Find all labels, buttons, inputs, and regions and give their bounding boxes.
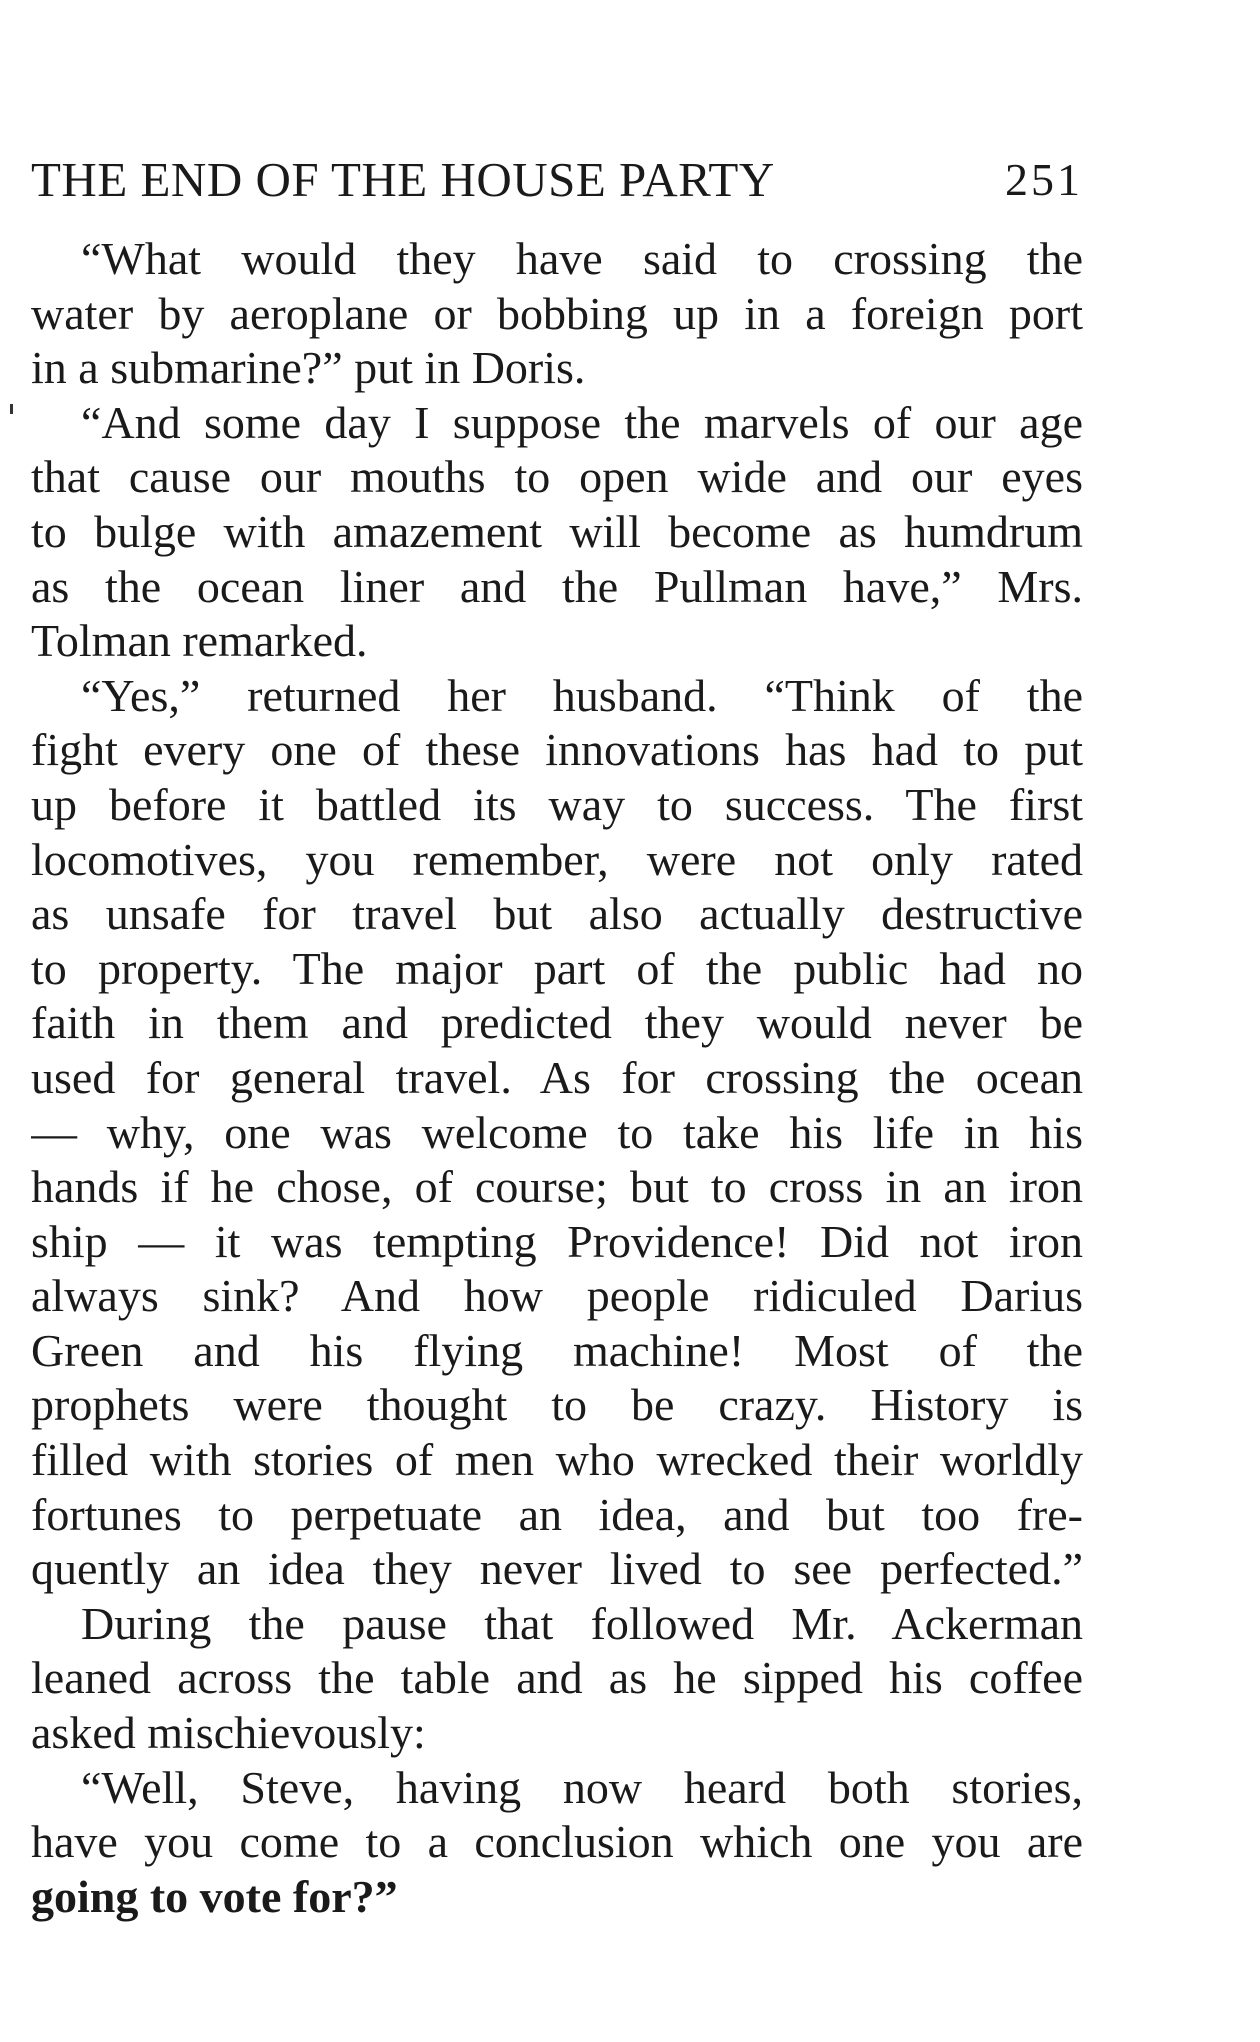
text-line: faith in them and predicted they would never be	[31, 997, 1083, 1049]
page-number: 251	[1005, 154, 1083, 205]
text-line: During the pause that followed Mr. Ackerman	[81, 1597, 1083, 1649]
text-line: to property. The major part of the public had no	[31, 942, 1083, 994]
text-line: “And some day I suppose the marvels of our age	[81, 396, 1083, 448]
text-line: that cause our mouths to open wide and our eyes	[31, 451, 1083, 503]
text-line: as the ocean liner and the Pullman have,” Mrs.	[31, 560, 1083, 612]
text-line: used for general travel. As for crossing the ocean	[31, 1051, 1083, 1103]
text-line: filled with stories of men who wrecked their worldly	[31, 1434, 1083, 1486]
text-line: always sink? And how people ridiculed Darius	[31, 1270, 1083, 1322]
text-line: asked mischievously:	[31, 1707, 426, 1759]
chapter-title: THE END OF THE HOUSE PARTY	[31, 152, 775, 207]
text-line: going to vote for?”	[31, 1870, 398, 1922]
text-line: locomotives, you remember, were not only rated	[31, 833, 1083, 885]
text-line: to bulge with amazement will become as humdrum	[31, 505, 1083, 557]
text-line: in a submarine?” put in Doris.	[31, 342, 586, 394]
text-line: Tolman remarked.	[31, 615, 368, 667]
text-line: “Well, Steve, having now heard both stories,	[81, 1761, 1083, 1813]
print-speck	[10, 404, 13, 414]
body-text	[31, 232, 1083, 1924]
text-line: water by aeroplane or bobbing up in a foreign port	[31, 287, 1083, 339]
text-line: ship — it was tempting Providence! Did not iron	[31, 1215, 1083, 1267]
text-line: prophets were thought to be crazy. History is	[31, 1379, 1083, 1431]
running-head	[31, 150, 1083, 210]
text-line: “What would they have said to crossing the	[81, 233, 1083, 284]
text-line: Green and his flying machine! Most of the	[31, 1324, 1083, 1376]
text-line: — why, one was welcome to take his life in his	[31, 1106, 1083, 1158]
text-line: leaned across the table and as he sipped his coffee	[31, 1652, 1083, 1704]
text-line: up before it battled its way to success. The first	[31, 778, 1083, 830]
text-line: fight every one of these innovations has had to put	[31, 724, 1083, 776]
text-line: fortunes to perpetuate an idea, and but too fre-	[31, 1488, 1083, 1540]
text-line: hands if he chose, of course; but to cross in an iron	[31, 1161, 1083, 1213]
text-line: “Yes,” returned her husband. “Think of the	[81, 669, 1083, 721]
text-line: as unsafe for travel but also actually destructive	[31, 888, 1083, 940]
text-line: quently an idea they never lived to see perfected.”	[31, 1543, 1083, 1595]
text-line: have you come to a conclusion which one you are	[31, 1816, 1083, 1868]
